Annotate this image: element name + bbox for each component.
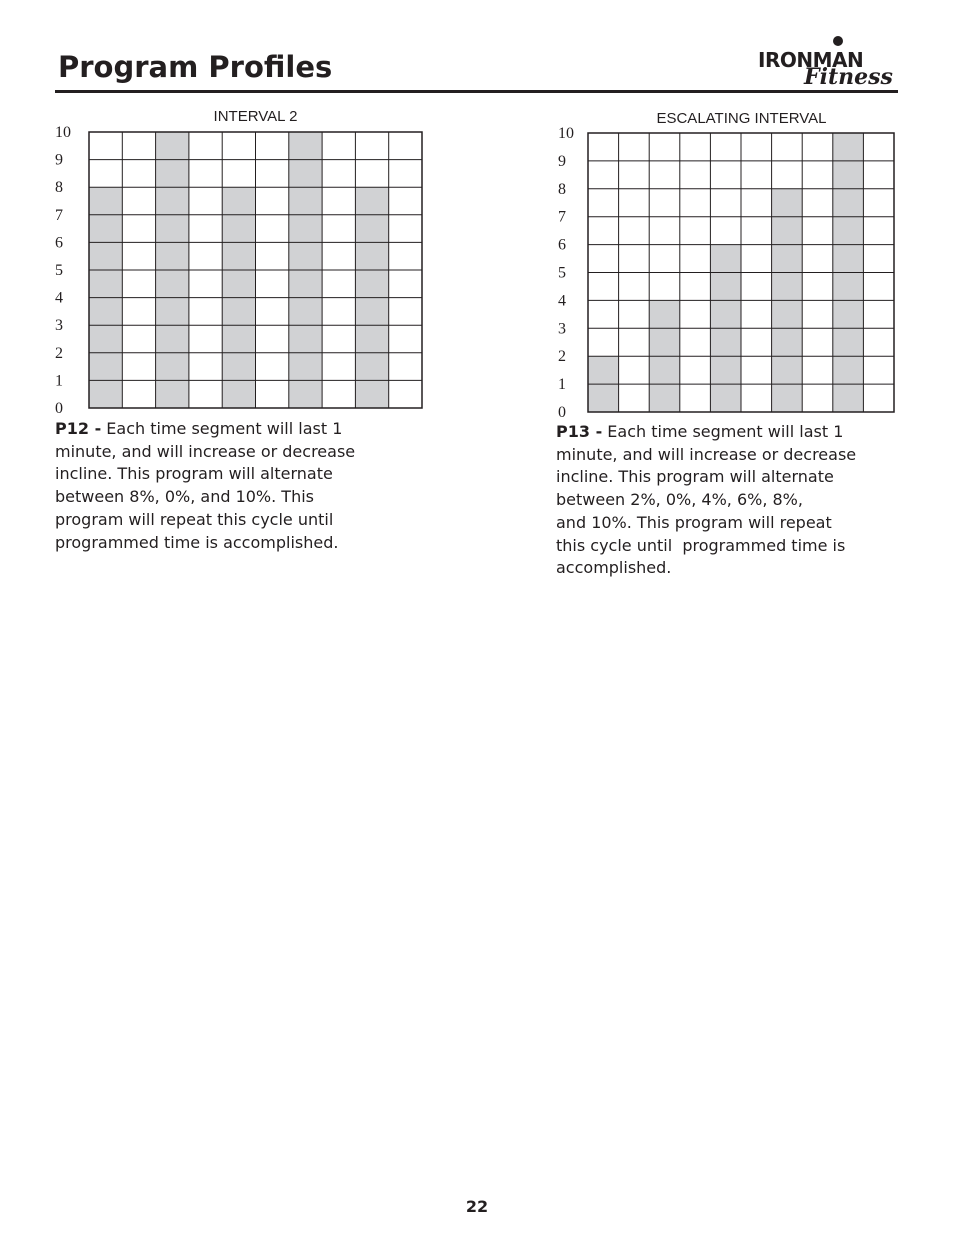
page-title: Program Profiles [58,50,333,84]
y-tick-label: 5 [558,264,566,282]
chart-title-interval-2: INTERVAL 2 [213,108,298,125]
y-tick-label: 2 [558,348,566,366]
description-line: accomplished. [556,558,672,578]
y-tick-label: 6 [558,236,566,254]
y-tick-label: 9 [55,151,63,169]
y-tick-label: 0 [558,404,566,421]
program-code-p13: P13 - [556,422,603,441]
y-tick-label: 8 [558,180,566,198]
y-tick-label: 1 [55,372,63,390]
description-line: programmed time is accomplished. [55,532,339,552]
y-tick-label: 4 [558,292,566,310]
y-tick-label: 10 [55,124,71,141]
y-tick-label: 7 [558,208,566,226]
y-tick-label: 0 [55,400,63,417]
page-number: 22 [465,1197,489,1216]
description-line: between 2%, 0%, 4%, 6%, 8%, [556,490,803,510]
y-tick-label: 3 [558,320,566,338]
chart-interval-2 [50,124,430,418]
description-line: minute, and will increase or decrease [55,441,356,461]
logo-brand-text: IRONMAN [758,48,864,72]
logo-script-text: Fitness [804,64,893,90]
y-tick-label: 4 [55,289,63,307]
y-tick-label: 7 [55,206,63,224]
chart-title-escalating-interval: ESCALATING INTERVAL [656,110,827,127]
header-rule [55,90,898,93]
chart-escalating-interval [552,125,912,421]
ironman-figure-icon [833,36,843,46]
y-tick-label: 3 [55,317,63,335]
description-line: Each time segment will last 1 [607,422,844,441]
y-tick-label: 6 [55,234,63,252]
y-tick-label: 1 [558,376,566,394]
description-p13 [556,421,896,580]
description-line: Each time segment will last 1 [106,419,343,438]
description-line: program will repeat this cycle until [55,509,334,529]
description-line: and 10%. This program will repeat [556,512,832,532]
description-line: this cycle until programmed time is [556,535,846,555]
y-tick-label: 10 [558,125,574,142]
y-tick-label: 8 [55,179,63,197]
program-code-p12: P12 - [55,419,102,438]
ironman-fitness-logo [754,34,899,92]
description-line: between 8%, 0%, and 10%. This [55,487,314,507]
description-line: minute, and will increase or decrease [556,444,857,464]
y-tick-label: 2 [55,344,63,362]
y-tick-label: 9 [558,152,566,170]
y-tick-label: 5 [55,262,63,279]
description-line: incline. This program will alternate [55,464,333,484]
description-p12 [55,418,395,554]
description-line: incline. This program will alternate [556,467,834,487]
